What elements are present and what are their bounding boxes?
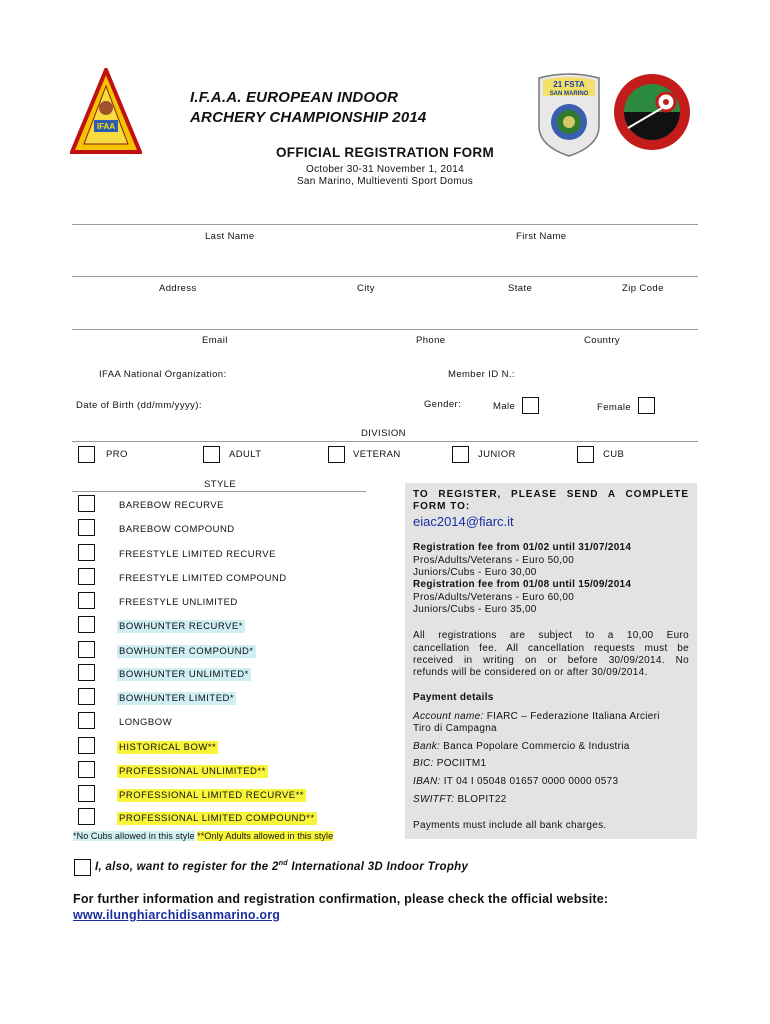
register-instruction: TO REGISTER, PLEASE SEND A COMPLETE [413, 489, 689, 500]
style-checkbox[interactable] [78, 592, 95, 609]
style-heading: STYLE [204, 479, 237, 490]
style-option-label: BOWHUNTER UNLIMITED* [119, 669, 249, 680]
division-pro-label: PRO [106, 449, 128, 460]
country-label: Country [584, 335, 621, 346]
style-option-label: BOWHUNTER RECURVE* [119, 621, 243, 632]
style-checkbox[interactable] [78, 737, 95, 754]
division-cub-label: CUB [603, 449, 625, 460]
division-junior-label: JUNIOR [478, 449, 516, 460]
cancel-line-3: received in writing on or before 30/09/2014. No [413, 655, 689, 666]
division-veteran-label: VETERAN [353, 449, 401, 460]
style-checkbox[interactable] [78, 808, 95, 825]
fee2-juniors: Juniors/Cubs - Euro 35,00 [413, 604, 537, 615]
style-option-label: FREESTYLE LIMITED RECURVE [119, 549, 276, 560]
iban: IBAN: IT 04 I 05048 01657 0000 0000 0573 [413, 776, 619, 787]
event-venue: San Marino, Multieventi Sport Domus [296, 176, 474, 187]
state-label: State [508, 283, 533, 294]
female-checkbox[interactable] [638, 397, 655, 414]
divider [72, 491, 366, 492]
division-heading: DIVISION [361, 428, 406, 439]
cancel-line-4: refunds will be considered on or after 30/09/2014. [413, 667, 648, 678]
account-name: Account name: FIARC – Federazione Italiana Arcieri [413, 711, 660, 722]
male-label: Male [493, 401, 516, 412]
bank-charges-note: Payments must include all bank charges. [413, 820, 607, 831]
division-adult-label: ADULT [229, 449, 262, 460]
fiarc-circle-logo [612, 72, 692, 152]
account-name-2: Tiro di Campagna [413, 723, 497, 734]
email-label: Email [202, 335, 228, 346]
fee1-adults: Pros/Adults/Veterans - Euro 50,00 [413, 555, 575, 566]
style-option-label: PROFESSIONAL LIMITED COMPOUND** [119, 813, 315, 824]
style-option-label: FREESTYLE UNLIMITED [119, 597, 238, 608]
bank: Bank: Banca Popolare Commercio & Industria [413, 741, 630, 752]
address-label: Address [159, 283, 197, 294]
member-id-label: Member ID N.: [448, 369, 515, 380]
swift: SWITFT: BLOPIT22 [413, 794, 507, 805]
division-veteran-checkbox[interactable] [328, 446, 345, 463]
last-name-label: Last Name [205, 231, 255, 242]
style-checkbox[interactable] [78, 664, 95, 681]
style-checkbox[interactable] [78, 712, 95, 729]
trophy-checkbox[interactable] [74, 859, 91, 876]
cancel-line-1: All registrations are subject to a 10,00 Euro [413, 630, 689, 641]
event-dates: October 30-31 November 1, 2014 [306, 164, 464, 175]
style-checkbox[interactable] [78, 641, 95, 658]
note-only-adults: **Only Adults allowed in this style [197, 831, 334, 841]
style-option-label: HISTORICAL BOW** [119, 742, 217, 753]
style-checkbox[interactable] [78, 785, 95, 802]
fee2-adults: Pros/Adults/Veterans - Euro 60,00 [413, 592, 575, 603]
style-checkbox[interactable] [78, 761, 95, 778]
male-checkbox[interactable] [522, 397, 539, 414]
style-option-label: BAREBOW COMPOUND [119, 524, 235, 535]
division-adult-checkbox[interactable] [203, 446, 220, 463]
zip-label: Zip Code [622, 283, 664, 294]
bic: BIC: POCIITM1 [413, 758, 487, 769]
style-notes [73, 831, 333, 841]
website-link[interactable]: www.ilunghiarchidisanmarino.org [73, 908, 281, 922]
style-checkbox[interactable] [78, 544, 95, 561]
female-label: Female [597, 402, 632, 413]
dob-label: Date of Birth (dd/mm/yyyy): [76, 400, 202, 411]
svg-text:SAN MARINO: SAN MARINO [549, 91, 589, 97]
svg-text:21 FSTA: 21 FSTA [553, 80, 585, 89]
register-instruction-2: FORM TO: [413, 501, 471, 512]
style-checkbox[interactable] [78, 519, 95, 536]
style-checkbox[interactable] [78, 495, 95, 512]
trophy-label: I, also, want to register for the 2nd International 3D Indoor Trophy [95, 860, 469, 873]
style-checkbox[interactable] [78, 688, 95, 705]
note-no-cubs: *No Cubs allowed in this style [73, 831, 195, 841]
style-checkbox[interactable] [78, 568, 95, 585]
svg-text:IFAA: IFAA [96, 122, 116, 131]
divider [72, 276, 698, 277]
division-cub-checkbox[interactable] [577, 446, 594, 463]
style-option-label: PROFESSIONAL LIMITED RECURVE** [119, 790, 304, 801]
gender-label: Gender: [424, 399, 462, 410]
division-pro-checkbox[interactable] [78, 446, 95, 463]
event-title: I.F.A.A. EUROPEAN INDOOR ARCHERY CHAMPIONSHIP 2014 [190, 89, 427, 126]
city-label: City [357, 283, 375, 294]
style-option-label: BOWHUNTER COMPOUND* [119, 646, 254, 657]
ifaa-logo [70, 68, 142, 156]
divider [72, 329, 698, 330]
style-option-label: PROFESSIONAL UNLIMITED** [119, 766, 266, 777]
style-option-label: LONGBOW [119, 717, 173, 728]
cancel-line-2: cancellation fee. All cancellation requests must be [413, 643, 689, 654]
fee1-heading: Registration fee from 01/02 until 31/07/2014 [413, 542, 632, 553]
first-name-label: First Name [516, 231, 567, 242]
style-checkbox[interactable] [78, 616, 95, 633]
form-title: OFFICIAL REGISTRATION FORM [275, 145, 495, 160]
style-option-label: FREESTYLE LIMITED COMPOUND [119, 573, 287, 584]
payment-heading: Payment details [413, 692, 494, 703]
footer-info: For further information and registration confirmation, please check the official website: [73, 892, 609, 906]
style-option-label: BAREBOW RECURVE [119, 500, 224, 511]
registration-email-link[interactable]: eiac2014@fiarc.it [413, 514, 514, 529]
divider [72, 441, 698, 442]
phone-label: Phone [416, 335, 446, 346]
fee1-juniors: Juniors/Cubs - Euro 30,00 [413, 567, 537, 578]
divider [72, 224, 698, 225]
ifaa-org-label: IFAA National Organization: [99, 369, 227, 380]
fee2-heading: Registration fee from 01/08 until 15/09/2014 [413, 579, 632, 590]
style-option-label: BOWHUNTER LIMITED* [119, 693, 235, 704]
division-junior-checkbox[interactable] [452, 446, 469, 463]
